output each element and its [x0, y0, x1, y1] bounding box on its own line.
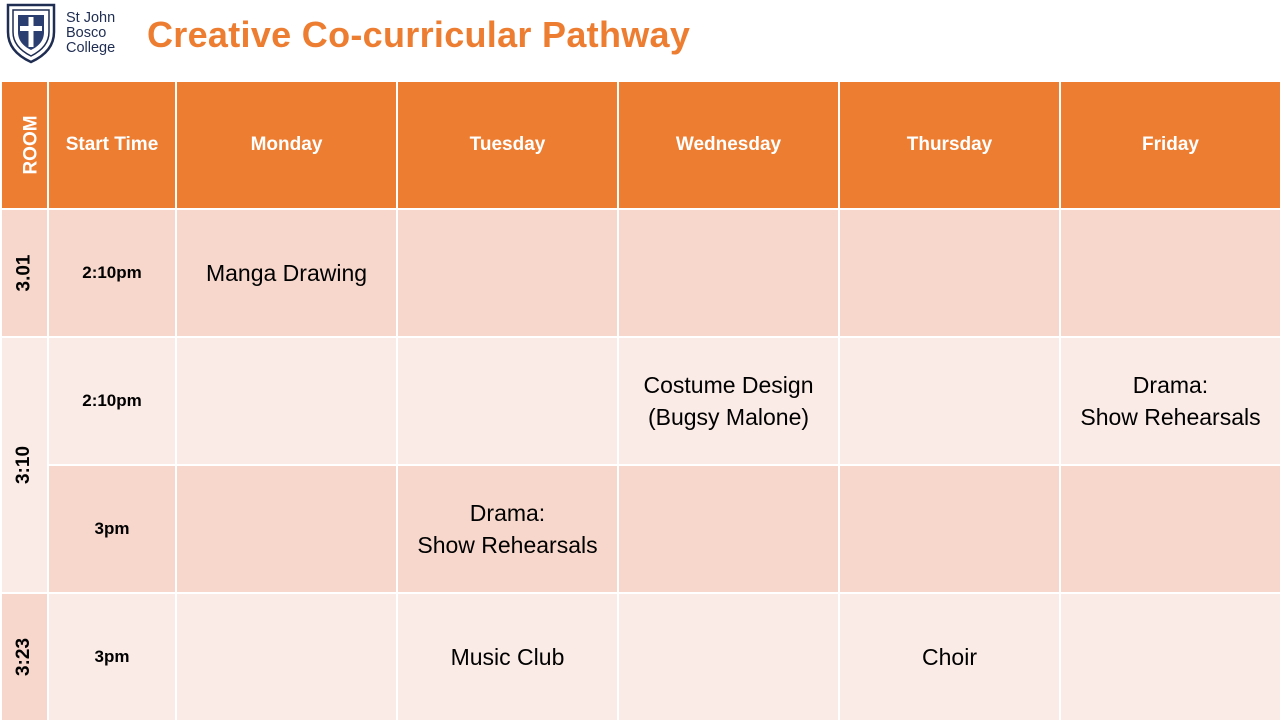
activity-cell-monday: Manga Drawing	[176, 209, 397, 337]
activity-cell-tuesday	[397, 209, 618, 337]
activity-cell-monday	[176, 593, 397, 721]
activity-cell-tuesday	[397, 337, 618, 465]
table-row	[1, 209, 1280, 337]
activity-cell-wednesday: Costume Design (Bugsy Malone)	[618, 337, 839, 465]
room-cell: 3:23	[1, 593, 48, 721]
column-header-thursday: Thursday	[839, 81, 1060, 209]
column-header-monday: Monday	[176, 81, 397, 209]
college-logo	[4, 2, 115, 64]
activity-cell-thursday	[839, 209, 1060, 337]
page-header	[0, 0, 1280, 80]
activity-cell-monday	[176, 465, 397, 593]
activity-cell-thursday: Choir	[839, 593, 1060, 721]
college-name-line: College	[66, 39, 116, 56]
activity-cell-tuesday: Drama: Show Rehearsals	[397, 465, 618, 593]
activity-cell-friday	[1060, 465, 1280, 593]
column-header-room: ROOM	[1, 81, 48, 209]
activity-cell-wednesday	[618, 593, 839, 721]
activity-cell-thursday	[839, 337, 1060, 465]
activity-cell-monday	[176, 337, 397, 465]
room-cell: 3:10	[1, 337, 48, 593]
start-time-cell: 2:10pm	[48, 337, 176, 465]
activity-cell-tuesday: Music Club	[397, 593, 618, 721]
header-row	[1, 81, 1280, 209]
activity-cell-wednesday	[618, 465, 839, 593]
column-header-wednesday: Wednesday	[618, 81, 839, 209]
start-time-cell: 2:10pm	[48, 209, 176, 337]
college-name	[66, 11, 115, 56]
table-row	[1, 465, 1280, 593]
college-name-line: St John	[66, 9, 116, 26]
column-header-friday: Friday	[1060, 81, 1280, 209]
column-header-tuesday: Tuesday	[397, 81, 618, 209]
activity-cell-friday	[1060, 593, 1280, 721]
start-time-cell: 3pm	[48, 465, 176, 593]
activity-cell-thursday	[839, 465, 1060, 593]
college-name-line: Bosco	[66, 24, 107, 41]
activity-cell-wednesday	[618, 209, 839, 337]
page-title: Creative Co-curricular Pathway	[147, 14, 691, 55]
start-time-cell: 3pm	[48, 593, 176, 721]
table-row	[1, 593, 1280, 721]
room-cell: 3.01	[1, 209, 48, 337]
school-crest-shield-icon	[4, 2, 58, 64]
activity-cell-friday: Drama: Show Rehearsals	[1060, 337, 1280, 465]
activity-cell-friday	[1060, 209, 1280, 337]
column-header-start-time: Start Time	[48, 81, 176, 209]
table-row	[1, 337, 1280, 465]
timetable	[0, 80, 1280, 722]
